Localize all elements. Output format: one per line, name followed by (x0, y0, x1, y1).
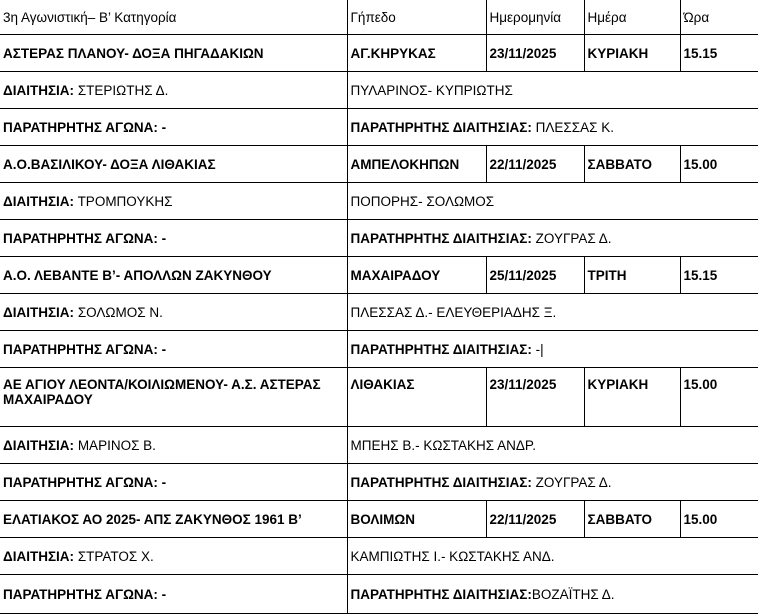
referee-observer-cell (347, 109, 758, 146)
match-date: 22/11/2025 (486, 501, 584, 538)
referee-observer-cell (347, 464, 758, 501)
referee-name: ΣΟΛΩΜΟΣ Ν. (77, 304, 163, 320)
referee-observer-cell (347, 331, 758, 368)
match-teams: Α.Ο. ΛΕΒΑΝΤΕ Β’- ΑΠΟΛΛΩΝ ΖΑΚΥΝΘΟΥ (0, 257, 347, 294)
referee-cell (0, 183, 347, 220)
assistants-cell: ΚΑΜΠΙΩΤΗΣ Ι.- ΚΩΣΤΑΚΗΣ ΑΝΔ. (347, 538, 758, 575)
referee-name: ΤΡΟΜΠΟΥΚΗΣ (77, 193, 173, 209)
referees-row (0, 72, 758, 109)
assistants-cell: ΜΠΕΗΣ Β.- ΚΩΣΤΑΚΗΣ ΑΝΔΡ. (347, 427, 758, 464)
referee-observer-label: ΠΑΡΑΤΗΡΗΤΗΣ ΔΙΑΙΤΗΣΙΑΣ: (350, 474, 532, 490)
match-row (0, 368, 758, 427)
referee-cell (0, 294, 347, 331)
match-teams: Α.Ο.ΒΑΣΙΛΙΚΟΥ- ΔΟΞΑ ΛΙΘΑΚΙΑΣ (0, 146, 347, 183)
referee-name: ΣΤΡΑΤΟΣ Χ. (77, 548, 154, 564)
observers-row (0, 220, 758, 257)
match-time: 15.00 (680, 368, 758, 427)
observers-row (0, 464, 758, 501)
match-row (0, 146, 758, 183)
match-date: 23/11/2025 (486, 368, 584, 427)
referees-row (0, 538, 758, 575)
match-row (0, 35, 758, 72)
assistants-cell: ΠΛΕΣΣΑΣ Δ.- ΕΛΕΥΘΕΡΙΑΔΗΣ Ξ. (347, 294, 758, 331)
referee-cell (0, 72, 347, 109)
referees-label: ΔΙΑΙΤΗΣΙΑ: (3, 548, 75, 564)
referees-label: ΔΙΑΙΤΗΣΙΑ: (3, 304, 75, 320)
referees-row (0, 294, 758, 331)
match-teams: ΑΕ ΑΓΙΟΥ ΛΕΟΝΤΑ/ΚΟΙΛΙΩΜΕΝΟΥ- Α.Σ. ΑΣΤΕΡΑΣ ΜΑΧΑΙΡΑΔΟΥ (0, 368, 347, 427)
referees-label: ΔΙΑΙΤΗΣΙΑ: (3, 193, 75, 209)
referee-observer-cell (347, 220, 758, 257)
match-time: 15.15 (680, 257, 758, 294)
match-stadium: ΑΜΠΕΛΟΚΗΠΩΝ (347, 146, 486, 183)
match-date: 23/11/2025 (486, 35, 584, 72)
match-stadium: ΜΑΧΑΙΡΑΔΟΥ (347, 257, 486, 294)
referee-observer-label: ΠΑΡΑΤΗΡΗΤΗΣ ΔΙΑΙΤΗΣΙΑΣ: (350, 341, 532, 357)
referee-cell (0, 427, 347, 464)
referee-observer-name: ΠΛΕΣΣΑΣ Κ. (535, 119, 614, 135)
match-observer: ΠΑΡΑΤΗΡΗΤΗΣ ΑΓΩΝΑ: - (0, 109, 347, 146)
match-time: 15.00 (680, 146, 758, 183)
match-day: ΤΡΙΤΗ (584, 257, 680, 294)
referees-row (0, 427, 758, 464)
referee-observer-cell (347, 575, 758, 614)
referee-observer-name: -| (535, 341, 544, 357)
referee-observer-name: ΒΟΖΑΪΤΗΣ Δ. (531, 586, 615, 602)
referees-label: ΔΙΑΙΤΗΣΙΑ: (3, 82, 75, 98)
observers-row (0, 109, 758, 146)
match-time: 15.15 (680, 35, 758, 72)
time-header: Ώρα (680, 0, 758, 35)
match-date: 22/11/2025 (486, 146, 584, 183)
referee-name: ΜΑΡΙΝΟΣ Β. (77, 437, 156, 453)
match-observer: ΠΑΡΑΤΗΡΗΤΗΣ ΑΓΩΝΑ: - (0, 220, 347, 257)
referee-observer-name: ΖΟΥΓΡΑΣ Δ. (535, 230, 612, 246)
match-teams: ΕΛΑΤΙΑΚΟΣ ΑΟ 2025- ΑΠΣ ΖΑΚΥΝΘΟΣ 1961 Β’ (0, 501, 347, 538)
match-day: ΣΑΒΒΑΤΟ (584, 501, 680, 538)
referees-row (0, 183, 758, 220)
match-observer: ΠΑΡΑΤΗΡΗΤΗΣ ΑΓΩΝΑ: - (0, 575, 347, 614)
referee-observer-label: ΠΑΡΑΤΗΡΗΤΗΣ ΔΙΑΙΤΗΣΙΑΣ: (350, 119, 532, 135)
match-day: ΚΥΡΙΑΚΗ (584, 35, 680, 72)
assistants-cell: ΠΟΠΟΡΗΣ- ΣΟΛΩΜΟΣ (347, 183, 758, 220)
table-header-row (0, 0, 758, 35)
match-teams: ΑΣΤΕΡΑΣ ΠΛΑΝΟΥ- ΔΟΞΑ ΠΗΓΑΔΑΚΙΩΝ (0, 35, 347, 72)
category-header: 3η Αγωνιστική– Β’ Κατηγορία (0, 0, 347, 35)
observers-row (0, 331, 758, 368)
match-day: ΚΥΡΙΑΚΗ (584, 368, 680, 427)
referee-name: ΣΤΕΡΙΩΤΗΣ Δ. (77, 82, 169, 98)
match-stadium: ΑΓ.ΚΗΡΥΚΑΣ (347, 35, 486, 72)
day-header: Ημέρα (584, 0, 680, 35)
referee-cell (0, 538, 347, 575)
match-day: ΣΑΒΒΑΤΟ (584, 146, 680, 183)
referee-observer-name: ΖΟΥΓΡΑΣ Δ. (535, 474, 612, 490)
match-observer: ΠΑΡΑΤΗΡΗΤΗΣ ΑΓΩΝΑ: - (0, 331, 347, 368)
match-stadium: ΒΟΛΙΜΩΝ (347, 501, 486, 538)
match-stadium: ΛΙΘΑΚΙΑΣ (347, 368, 486, 427)
stadium-header: Γήπεδο (347, 0, 486, 35)
referee-observer-label: ΠΑΡΑΤΗΡΗΤΗΣ ΔΙΑΙΤΗΣΙΑΣ: (350, 230, 532, 246)
match-row (0, 501, 758, 538)
referee-observer-label: ΠΑΡΑΤΗΡΗΤΗΣ ΔΙΑΙΤΗΣΙΑΣ: (350, 586, 532, 602)
observers-row (0, 575, 758, 614)
match-observer: ΠΑΡΑΤΗΡΗΤΗΣ ΑΓΩΝΑ: - (0, 464, 347, 501)
match-row (0, 257, 758, 294)
match-time: 15.00 (680, 501, 758, 538)
assistants-cell: ΠΥΛΑΡΙΝΟΣ- ΚΥΠΡΙΩΤΗΣ (347, 72, 758, 109)
date-header: Ημερομηνία (486, 0, 584, 35)
match-date: 25/11/2025 (486, 257, 584, 294)
referees-label: ΔΙΑΙΤΗΣΙΑ: (3, 437, 75, 453)
